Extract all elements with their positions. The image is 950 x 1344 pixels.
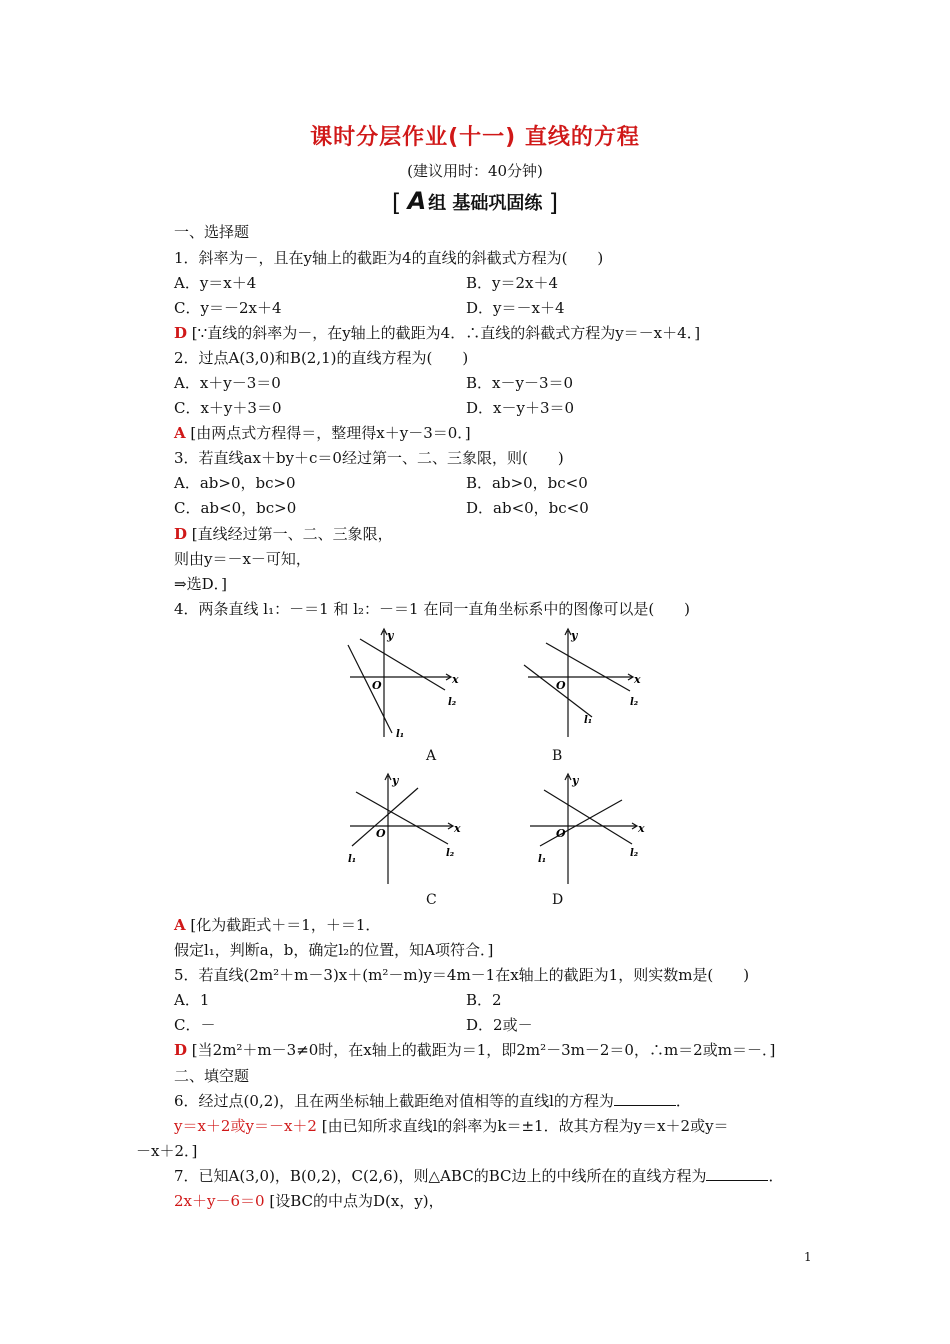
figure-a (340, 625, 460, 743)
q1-option-d: D．y＝－x＋4 (466, 299, 565, 317)
q4-explanation-1: [化为截距式＋＝1，＋＝1． (190, 916, 381, 934)
figure-b-l2-label: l₂ (630, 697, 639, 708)
q3-explanation-2: 则由y＝－x－可知， (174, 550, 311, 568)
q5-option-d: D．2或－ (466, 1016, 533, 1034)
figure-c-origin-label: O (376, 827, 386, 840)
figure-b-caption: B (552, 748, 563, 764)
q5-option-a: A．1 (174, 991, 210, 1009)
figure-a-x-label: x (452, 673, 459, 686)
figure-b (518, 625, 648, 743)
figure-d-caption: D (552, 892, 564, 908)
section-heading-1: 一、选择题 (174, 223, 250, 241)
q3-stem: 3．若直线ax＋by＋c＝0经过第一、二、三象限，则( ) (174, 449, 564, 467)
figure-d-x-label: x (638, 822, 645, 835)
group-letter: A (407, 187, 427, 215)
q5-answer-letter: D (174, 1041, 188, 1059)
figure-a-caption: A (426, 748, 437, 764)
q2-option-b: B．x－y－3＝0 (466, 374, 574, 392)
q3-explanation-3: ⇒选D．] (174, 575, 227, 593)
figure-d (522, 770, 646, 892)
q3-option-a: A．ab>0，bc>0 (174, 474, 296, 492)
q4-answer-letter: A (174, 916, 186, 934)
figure-b-origin-label: O (556, 679, 566, 692)
bracket-open: [ (391, 189, 402, 217)
q7-stem: 7．已知A(3,0)，B(0,2)，C(2,6)，则△ABC的BC边上的中线所在的直线方程为 (174, 1167, 707, 1185)
q2-option-c: C．x＋y＋3＝0 (174, 399, 282, 417)
figure-a-origin-label: O (372, 679, 382, 692)
q5-stem: 5．若直线(2m²＋m－3)x＋(m²－m)y＝4m－1在x轴上的截距为1，则实数m是( ) (174, 966, 750, 984)
figure-c-y-label: y (392, 774, 399, 787)
q4-answer (174, 915, 380, 935)
q2-answer-letter: A (174, 424, 186, 442)
q6-explanation-1: [由已知所求直线l的斜率为k＝±1．故其方程为y＝x＋2或y＝ (321, 1117, 729, 1135)
q3-answer (174, 524, 393, 544)
q6-answer: y＝x＋2或y＝－x＋2 (174, 1117, 317, 1135)
page-title: 课时分层作业(十一) 直线的方程 (310, 125, 640, 150)
figure-c-l2-label: l₂ (446, 848, 455, 859)
figure-a-l1-label: l₁ (396, 729, 405, 740)
q1-explanation: [∵直线的斜率为－，在y轴上的截距为4．∴直线的斜截式方程为y＝－x＋4．] (191, 324, 701, 342)
q7-blank (706, 1166, 768, 1181)
figure-d-origin-label: O (556, 827, 566, 840)
figure-b-l1-label: l₁ (584, 715, 593, 726)
q7-answer-line (174, 1191, 444, 1211)
figure-a-line-l1 (348, 645, 392, 733)
q2-answer (174, 423, 471, 443)
q7-explanation: [设BC的中点为D(x，y)， (269, 1192, 444, 1210)
q7-answer: 2x＋y－6＝0 (174, 1192, 265, 1210)
q1-option-c: C．y＝－2x＋4 (174, 299, 282, 317)
group-label: 组 基础巩固练 (428, 193, 543, 214)
figure-c (342, 770, 462, 892)
q2-stem: 2．过点A(3,0)和B(2,1)的直线方程为( ) (174, 349, 469, 367)
q3-option-c: C．ab<0，bc>0 (174, 499, 297, 517)
q6-stem: 6．经过点(0,2)，且在两坐标轴上截距绝对值相等的直线l的方程为 (174, 1092, 614, 1110)
figure-c-caption: C (426, 892, 437, 908)
q5-answer (174, 1040, 775, 1060)
q1-answer (174, 323, 700, 343)
bracket-close: ] (548, 189, 559, 217)
q3-option-d: D．ab<0，bc<0 (466, 499, 589, 517)
q6-explanation-2: －x＋2．] (136, 1142, 198, 1160)
q5-option-c: C．－ (174, 1016, 216, 1034)
q6-answer-line (174, 1116, 729, 1136)
section-heading-2: 二、填空题 (174, 1067, 250, 1085)
q2-explanation: [由两点式方程得＝，整理得x＋y－3＝0．] (190, 424, 471, 442)
q6-stem-end: ． (675, 1092, 691, 1110)
figure-c-line-l2 (356, 792, 448, 844)
q1-answer-letter: D (174, 324, 188, 342)
q4-explanation-2: 假定l₁，判断a，b，确定l₂的位置，知A项符合．] (174, 941, 494, 959)
figure-d-y-label: y (572, 774, 579, 787)
figure-d-line-l1 (540, 800, 622, 846)
page-subtitle: (建议用时：40分钟) (407, 162, 543, 180)
q2-option-a: A．x＋y－3＝0 (174, 374, 281, 392)
q5-option-b: B．2 (466, 991, 502, 1009)
q2-option-d: D．x－y＋3＝0 (466, 399, 575, 417)
q1-option-a: A．y＝x＋4 (174, 274, 257, 292)
figure-d-l1-label: l₁ (538, 854, 547, 865)
q6-blank (614, 1091, 676, 1106)
figure-a-l2-label: l₂ (448, 697, 457, 708)
figure-b-y-label: y (571, 629, 578, 642)
q5-explanation: [当2m²＋m－3≠0时，在x轴上的截距为＝1，即2m²－3m－2＝0，∴m＝2或m＝－．] (191, 1041, 776, 1059)
page-number: 1 (804, 1250, 812, 1264)
figure-c-x-label: x (454, 822, 461, 835)
q7-stem-end: ． (768, 1167, 784, 1185)
figure-a-y-label: y (387, 629, 394, 642)
q7-stem-line (174, 1166, 784, 1186)
q3-option-b: B．ab>0，bc<0 (466, 474, 588, 492)
figure-c-l1-label: l₁ (348, 854, 357, 865)
q3-explanation-1: [直线经过第一、二、三象限， (191, 525, 393, 543)
q3-answer-letter: D (174, 525, 188, 543)
q6-stem-line (174, 1091, 691, 1111)
q1-stem: 1．斜率为－，且在y轴上的截距为4的直线的斜截式方程为( ) (174, 249, 604, 267)
figure-b-x-label: x (634, 673, 641, 686)
group-heading (0, 187, 950, 217)
figure-d-l2-label: l₂ (630, 848, 639, 859)
q1-option-b: B．y＝2x＋4 (466, 274, 559, 292)
q4-stem: 4．两条直线 l₁：－＝1 和 l₂：－＝1 在同一直角坐标系中的图像可以是( ) (174, 600, 691, 618)
